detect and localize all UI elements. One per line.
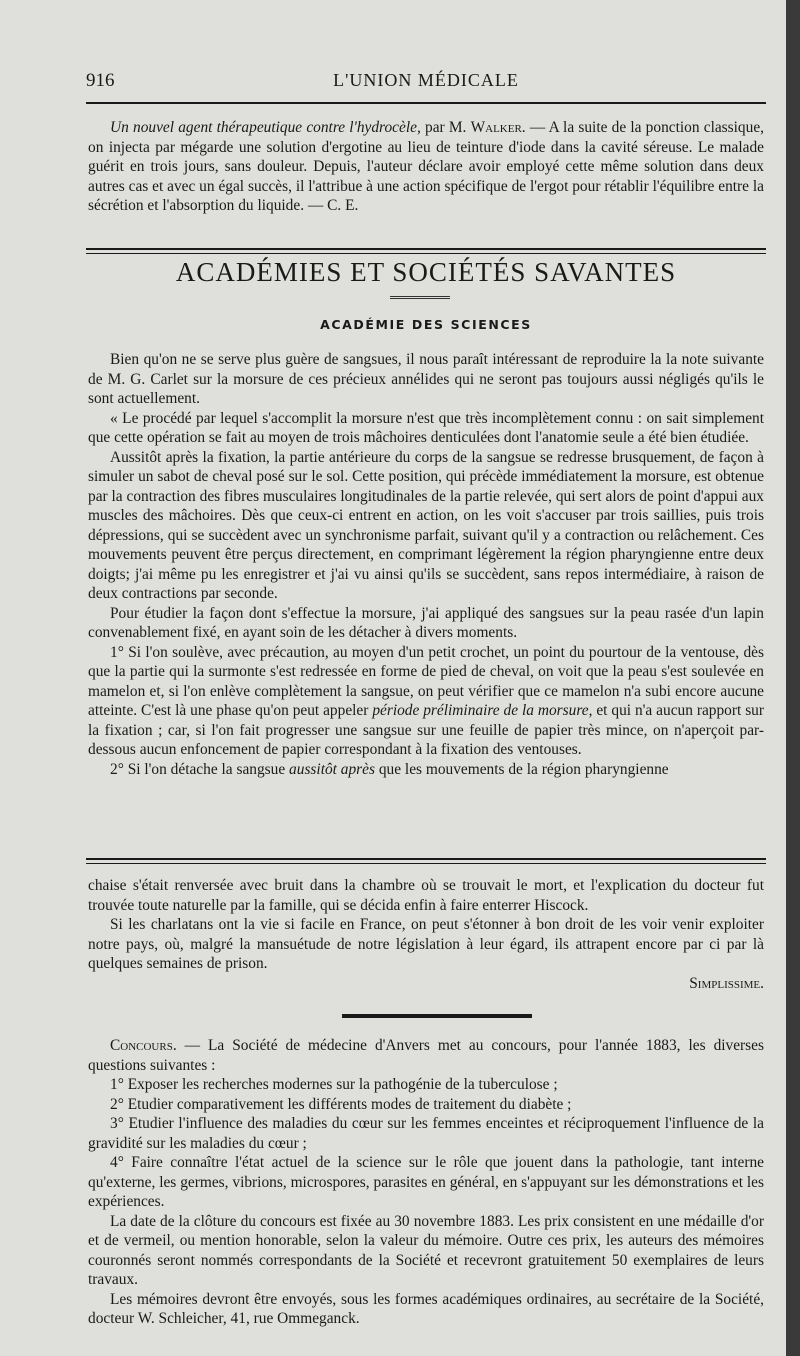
para5-text-b: , et qui n'a aucun rapport sur la fixation ; car, si l'on fait progresser une sangsue sur une feuille de papier très mince, on n'aperçoit par-dessous aucun enfoncement de papier correspondant à la fixation des ventouses.: [88, 702, 765, 758]
para5-italic: période préliminaire de la morsure: [372, 702, 589, 719]
article-title: Un nouvel agent thérapeutique contre l'hydrocèle,: [110, 119, 421, 136]
para6-text-a: 2° Si l'on détache la sangsue: [110, 760, 290, 778]
concours-item-2: 2° Etudier comparativement les différents modes de traitement du diabète ;: [110, 1095, 572, 1113]
para6-text-b: que les mouvements de la région pharyngienne: [375, 760, 669, 778]
section-rule-top: [86, 248, 766, 250]
page-header: [86, 70, 766, 98]
concours-intro-paragraph: [88, 1036, 764, 1075]
academy-paragraph-1: Bien qu'on ne se serve plus guère de sangsues, il nous paraît intéressant de reproduire la la note suivante de M. G. Carlet sur la morsure de ces précieux annélides qui ne seront pas toujours aussi négligés qu'ils le sont actuellement.: [88, 351, 764, 407]
concours-item-1: 1° Exposer les recherches modernes sur la pathogénie de la tuberculose ;: [110, 1076, 558, 1093]
running-title: L'UNION MÉDICALE: [333, 70, 519, 90]
academy-paragraph-3: Aussitôt après la fixation, la partie antérieure du corps de la sangsue se redresse brusquement, de façon à simuler un sabot de cheval posé sur le sol. Cette position, qui précède immédiatement la morsure, est obtenue par la contraction des fibres musculaires longitudinales de la partie relevée, qui sert alors de point d'appui aux muscles des mâchoires. Dès que ceux-ci entrent en action, on les voit s'accuser par trois saillies, puis trois dépressions, qui se succèdent avec un synchronisme parfait, suivant qu'il y a contraction ou relâchement. Ces mouvements peuvent être perçus directement, en comprimant légèrement la région pharyngienne entre deux doigts; j'ai même pu les enregistrer et j'ai vu ainsi qu'ils se succèdent, sans repos intermédiaire, à raison de deux contractions par seconde.: [88, 448, 764, 602]
concours-closing-1: La date de la clôture du concours est fixée au 30 novembre 1883. Les prix consistent en une médaille d'or et de vermeil, ou mention honorable, selon la valeur du mémoire. Outre ces prix, les auteurs des mémoires couronnés seront nommés correspondants de la Société et recevront gratuitement 50 exemplaires de leurs travaux.: [88, 1212, 764, 1288]
title-ornament: [390, 296, 450, 299]
para6-italic: aussitôt après: [289, 760, 375, 778]
article-author: Walker: [470, 119, 522, 136]
para5-text-a: 1° Si l'on soulève, avec précaution, au moyen d'un petit crochet, un point du pourtour de la ventouse, dès que la partie qui la surmonte s'est redressée en forme de pied de cheval, on voit que la peau s'est soulevée en mamelon et, si l'on enlève complètement la sangsue, on peut vérifier que ce mamelon n'a subi encore aucune atteinte. C'est là une phase qu'on peut appeler: [88, 643, 764, 719]
academy-paragraph-5: [88, 643, 764, 760]
lower-article: [88, 876, 764, 993]
article-author-prefix: par M.: [420, 119, 471, 136]
concours-label: Concours.: [110, 1037, 177, 1054]
academy-article: [88, 350, 764, 779]
page-split-rule-thin: [86, 863, 766, 864]
lower-paragraph-2: Si les charlatans ont la vie si facile en France, on peut s'étonner à bon droit de les voir venir exploiter notre pays, où, malgré la mansuétude de notre législation à leur égard, ils attrapent encore par ci par là quelques semaines de prison.: [88, 916, 764, 972]
header-rule: [86, 102, 766, 104]
concours-item-3: 3° Etudier l'influence des maladies du cœur sur les femmes enceintes et réciproquement l'influence de la gravidité sur les maladies du cœur ;: [88, 1115, 764, 1152]
signature: Simplissime.: [689, 974, 764, 992]
article-body: . — A la suite de la ponction classique, on injecta par mégarde une solution d'ergotine au lieu de teinture d'iode dans la cavité séreuse. Le malade guérit en trois jours, sans douleur. Depuis, l'auteur déclare avoir employé cette même solution dans deux autres cas et avec un égal succès, il l'attribue à une action spécifique de l'ergot pour rétablir l'équilibre entre la sécrétion et l'absorption du liquide. — C. E.: [88, 119, 764, 214]
concours-item-4: 4° Faire connaître l'état actuel de la science sur le rôle que jouent dans la pathologie, tant interne qu'externe, les germes, vibrions, microspores, parasites en général, en s'appuyant sur les démonstrations et les expériences.: [88, 1154, 764, 1210]
concours-closing-2: Les mémoires devront être envoyés, sous les formes académiques ordinaires, au secrétaire de la Société, docteur W. Schleicher, 41, rue Ommeganck.: [88, 1290, 764, 1327]
academy-paragraph-2: « Le procédé par lequel s'accomplit la morsure n'est que très incomplètement connu : on sait simplement que cette opération se fait au moyen de trois mâchoires denticulées dont l'anatomie seule a été bien étudiée.: [88, 409, 764, 446]
separator-rule: [342, 1014, 532, 1018]
page-edge-shadow: [786, 0, 800, 1356]
top-article-paragraph: [88, 118, 764, 216]
academy-paragraph-4: Pour étudier la façon dont s'effectue la morsure, j'ai appliqué des sangsues sur la peau rasée d'un lapin convenablement fixé, en ayant soin de les détacher à divers moments.: [88, 604, 764, 641]
concours-article: [88, 1036, 764, 1329]
lower-paragraph-1: chaise s'était renversée avec bruit dans la chambre où se trouvait le mort, et l'explication du docteur fut trouvée toute naturelle par la famille, qui se décida enfin à faire enterrer Hiscock.: [88, 877, 764, 914]
concours-intro: — La Société de médecine d'Anvers met au concours, pour l'année 1883, les diverses questions suivantes :: [88, 1037, 764, 1074]
page-number: 916: [86, 70, 115, 91]
academy-paragraph-6: [88, 760, 764, 780]
section-subtitle: ACADÉMIE DES SCIENCES: [320, 317, 532, 332]
top-article: [88, 118, 764, 216]
section-title: ACADÉMIES ET SOCIÉTÉS SAVANTES: [175, 257, 677, 287]
section-rule-thin: [86, 253, 766, 254]
page-split-rule: [86, 858, 766, 860]
